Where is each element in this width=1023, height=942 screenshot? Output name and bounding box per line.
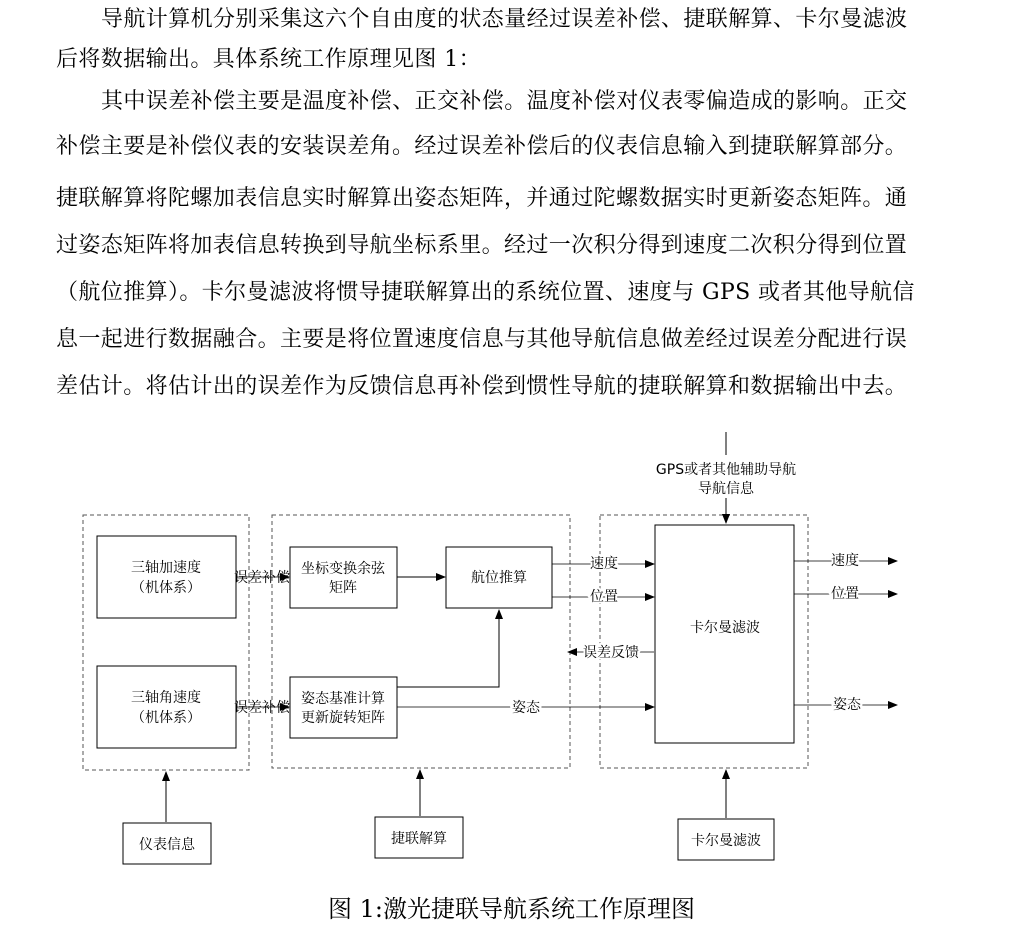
velocity-out-label: 速度 [831,553,859,569]
attitude-update-label-2: 更新旋转矩阵 [301,710,385,726]
position-in-label: 位置 [590,589,618,605]
figure-caption: 图 1:激光捷联导航系统工作原理图 [328,895,695,923]
paragraph-line: 息一起进行数据融合。主要是将位置速度信息与其他导航信息做差经过误差分配进行误 [56,327,908,352]
kalman-label-text: 卡尔曼滤波 [691,833,761,849]
instrument-info-label: 仪表信息 [139,837,195,853]
attitude-out-label: 姿态 [833,697,861,713]
attitude-in-label: 姿态 [512,700,540,716]
paragraph-line: 过姿态矩阵将加表信息转换到导航坐标系里。经过一次积分得到速度二次积分得到位置 [56,233,908,258]
paragraph-line: （航位推算）。卡尔曼滤波将惯导捷联解算出的系统位置、速度与 GPS 或者其他导航信 [56,280,915,305]
gps-info-label-1: GPS或者其他辅助导航 [655,462,797,478]
velocity-in-label: 速度 [590,556,618,572]
accelerometer-label-2: （机体系） [131,580,201,596]
strapdown-solution-label: 捷联解算 [391,831,447,847]
error-feedback-label: 误差反馈 [583,645,639,661]
error-comp-label-1: 误差补偿 [234,570,290,586]
paragraph-line: 其中误差补偿主要是温度补偿、正交补偿。温度补偿对仪表零偏造成的影响。正交 [101,89,908,114]
position-out-label: 位置 [831,586,859,602]
attitude-to-reckoning-arrow [397,610,499,687]
dead-reckoning-label: 航位推算 [471,570,527,586]
paragraph-line: 导航计算机分别采集这六个自由度的状态量经过误差补偿、捷联解算、卡尔曼滤波 [101,7,908,32]
accelerometer-box [97,536,236,618]
coordinate-transform-label-2: 矩阵 [329,580,357,596]
paragraph-line: 捷联解算将陀螺加表信息实时解算出姿态矩阵，并通过陀螺数据实时更新姿态矩阵。通 [56,186,908,211]
kalman-filter-label: 卡尔曼滤波 [690,620,760,636]
paragraph-line: 补偿主要是补偿仪表的安装误差角。经过误差补偿后的仪表信息输入到捷联解算部分。 [56,134,908,159]
coordinate-transform-label-1: 坐标变换余弦 [301,561,385,577]
paragraph-line: 差估计。将估计出的误差作为反馈信息再补偿到惯性导航的捷联解算和数据输出中去。 [56,374,908,399]
attitude-update-label-1: 姿态基准计算 [301,691,385,707]
error-comp-label-2: 误差补偿 [234,700,290,716]
coordinate-transform-box [290,547,397,608]
attitude-update-box [290,677,397,738]
accelerometer-label-1: 三轴加速度 [131,560,201,576]
paragraph-line: 后将数据输出。具体系统工作原理见图 1： [56,47,481,72]
gyroscope-box [97,666,236,748]
gyroscope-label-1: 三轴角速度 [131,690,201,706]
gps-info-label-2: 导航信息 [698,481,754,497]
gyroscope-label-2: （机体系） [131,710,201,726]
